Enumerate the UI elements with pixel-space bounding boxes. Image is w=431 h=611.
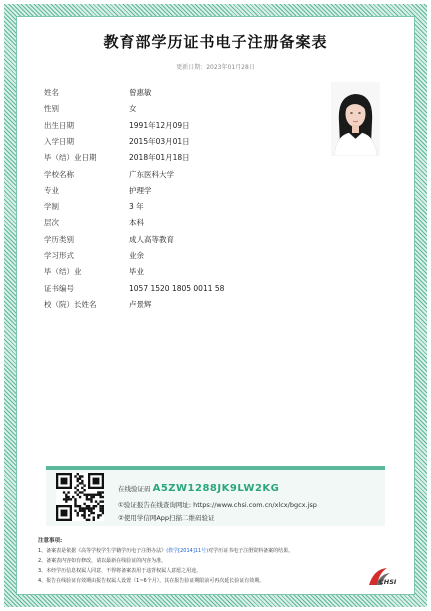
field-label: 专业 — [44, 185, 59, 195]
verification-url-line: ①验证报告在线查询网址: https://www.chsi.com.cn/xlcx/bgcx.jsp — [118, 501, 317, 509]
chsi-logo-text: CHSI — [379, 578, 397, 586]
verification-panel — [46, 466, 385, 526]
note-item — [38, 576, 358, 586]
note-item — [38, 566, 358, 576]
note-link: (教学[2014]11号) — [166, 548, 209, 554]
field-value: 护理学 — [129, 185, 152, 195]
verification-code: A5ZW1288JK9LW2KG — [152, 483, 280, 494]
field-label: 毕（结）业 — [44, 267, 82, 277]
field-row — [44, 284, 224, 294]
notes-section — [38, 536, 358, 586]
qr-code-icon[interactable] — [56, 473, 104, 521]
field-value: 业余 — [129, 251, 144, 260]
field-row — [44, 218, 144, 228]
note-item — [38, 556, 358, 566]
verification-app-line: ②使用学信网App扫描二维码验证 — [118, 514, 215, 522]
field-value: 2018年01月18日 — [129, 153, 190, 163]
field-label: 入学日期 — [44, 136, 74, 146]
field-row — [44, 267, 144, 277]
field-value: 广东医科大学 — [129, 169, 174, 179]
update-date-label: 更新日期： — [176, 64, 207, 71]
note-post: 对学历证书电子注册资料备案的结果。 — [208, 548, 294, 554]
field-value: 1991年12月09日 — [129, 120, 190, 130]
update-date-value: 2023年01月28日 — [206, 64, 255, 71]
field-value: 女 — [129, 104, 137, 114]
field-label: 性别 — [44, 104, 59, 114]
notes-title: 注意事项: — [38, 538, 63, 544]
note-pre: 1、备案表是依据《高等学校学生学籍学历电子注册办法》 — [38, 548, 167, 554]
field-value: 1057 1520 1805 0011 58 — [129, 283, 225, 293]
verification-code-label: 在线验证码 — [118, 485, 151, 493]
field-row — [44, 153, 190, 163]
notes-list — [38, 546, 358, 586]
field-label: 校（院）长姓名 — [44, 299, 97, 309]
field-row — [44, 300, 152, 310]
field-row — [44, 202, 144, 212]
field-value: 本科 — [129, 218, 144, 228]
note-pre: 2、备案表内容如有修改，请以最新在线验证的内容为准。 — [38, 558, 167, 564]
update-date — [0, 62, 431, 71]
field-row — [44, 170, 174, 180]
field-label: 出生日期 — [44, 120, 74, 130]
note-item — [38, 546, 358, 556]
field-row — [44, 251, 144, 261]
field-label: 证书编号 — [44, 283, 74, 293]
field-row — [44, 104, 137, 114]
field-label: 学校名称 — [44, 169, 74, 179]
field-label: 毕（结）业日期 — [44, 153, 97, 163]
document-title: 教育部学历证书电子注册备案表 — [103, 33, 328, 51]
student-photo — [331, 82, 380, 156]
field-label: 姓名 — [44, 88, 59, 97]
note-pre: 4、报告在线验证有效期由报告权属人设置（1~6个月），其在报告验证期限前可再次延长验证有效期。 — [38, 578, 265, 584]
field-value: 毕业 — [129, 267, 144, 277]
field-row — [44, 186, 152, 196]
field-row — [44, 121, 190, 131]
field-label: 学制 — [44, 202, 59, 212]
field-value: 成人高等教育 — [129, 234, 174, 244]
note-pre: 3、本经学历信息权属人同意，不得将备案表用于违背权属人意愿之用途。 — [38, 568, 202, 574]
field-value: 3 年 — [129, 202, 144, 212]
field-value: 2015年03月01日 — [129, 136, 190, 146]
field-value: 卢景辉 — [129, 299, 152, 309]
verification-code-line — [118, 483, 279, 494]
field-row — [44, 88, 152, 98]
field-label: 学历类别 — [44, 234, 74, 244]
field-value: 曾惠敏 — [129, 88, 152, 97]
field-label: 学习形式 — [44, 251, 74, 260]
field-row — [44, 137, 190, 147]
field-label: 层次 — [44, 218, 59, 228]
field-row — [44, 235, 174, 245]
